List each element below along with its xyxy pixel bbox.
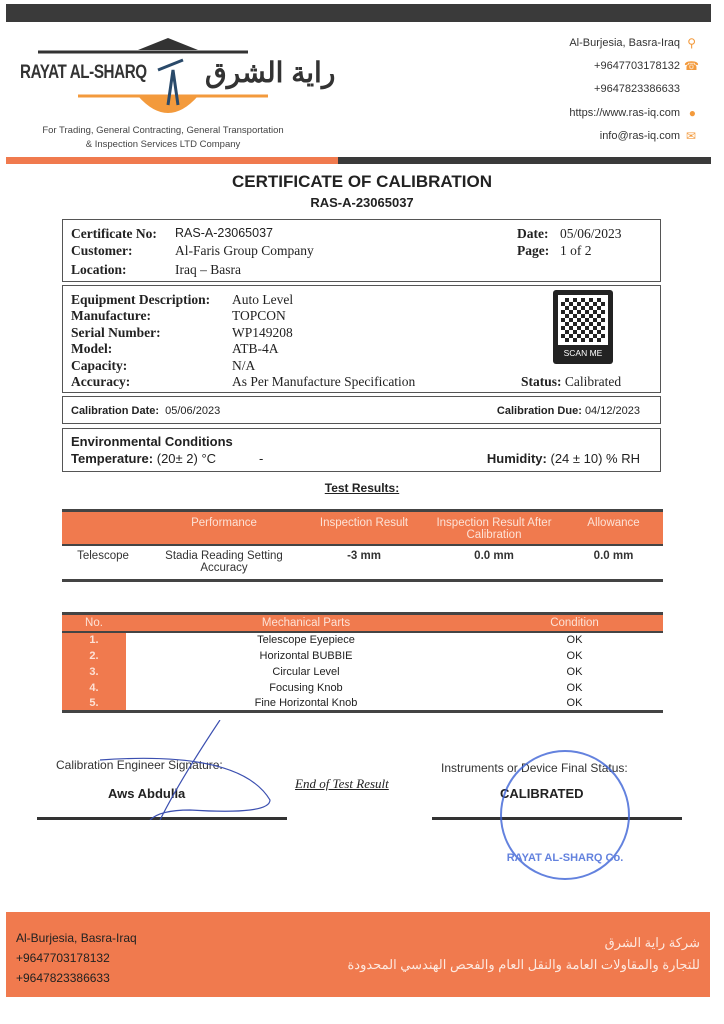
customer-value: Al-Faris Group Company	[175, 243, 314, 258]
part-cell: Circular Level	[272, 665, 340, 678]
brand-name-arabic: راية الشرق	[205, 57, 336, 88]
humidity-label: Humidity:	[486, 451, 547, 466]
engineer-name: Aws Abdulla	[108, 786, 186, 801]
condition-cell: OK	[566, 681, 583, 694]
stamp-text: RAYAT AL-SHARQ Co.	[506, 852, 624, 864]
header-allowance: Allowance	[564, 511, 663, 545]
engineer-signature-label: Calibration Engineer Signature:	[56, 758, 223, 772]
header-mechanical-parts: Mechanical Parts	[126, 614, 486, 632]
inspection-cell: -3 mm	[347, 549, 381, 562]
model-value: ATB-4A	[232, 341, 279, 356]
phone-icon: ☎	[684, 59, 699, 74]
performance-cell: Stadia Reading Setting Accuracy	[165, 549, 283, 574]
signature-scribble	[40, 720, 290, 820]
calibration-due-value: 04/12/2023	[584, 405, 640, 417]
cert-no-value: RAS-A-23065037	[175, 226, 273, 240]
date-label: Date:	[517, 226, 549, 241]
condition-cell: OK	[566, 665, 583, 678]
location-pin-icon: ⚲	[687, 36, 696, 51]
page-title: CERTIFICATE OF CALIBRATION	[231, 172, 492, 191]
header-performance: Performance	[144, 511, 304, 545]
calibration-dates-box	[62, 396, 661, 424]
after-calibration-cell: 0.0 mm	[474, 549, 514, 562]
table-header-row	[62, 511, 663, 545]
manufacture-label: Manufacture:	[71, 308, 151, 323]
calibration-due-label: Calibration Due:	[496, 405, 582, 417]
row-number: 4.	[62, 680, 126, 696]
row-number: 1.	[62, 632, 126, 648]
tagline-line-1: For Trading, General Contracting, General Transportation	[42, 125, 284, 136]
company-stamp	[500, 750, 630, 880]
part-cell: Telescope Eyepiece	[257, 634, 355, 646]
scan-me-label: SCAN ME	[563, 348, 603, 358]
environment-title: Environmental Conditions	[71, 434, 233, 449]
humidity-value: (24 ± 10) % RH	[550, 451, 640, 466]
test-results-title: Test Results:	[324, 481, 400, 495]
header-no: No.	[62, 614, 126, 632]
header-email[interactable]	[600, 130, 696, 142]
top-bar	[6, 4, 711, 22]
allowance-cell: 0.0 mm	[593, 549, 634, 562]
equipment-desc-value: Auto Level	[232, 292, 294, 307]
footer-address: Al-Burjesia, Basra-Iraq	[16, 931, 137, 945]
condition-cell: OK	[566, 634, 583, 646]
temperature-label: Temperature:	[71, 451, 154, 466]
table-row	[62, 632, 663, 648]
accuracy-label: Accuracy:	[71, 374, 131, 389]
footer-company-arabic: شركة راية الشرق	[604, 935, 700, 950]
header-after-calibration: Inspection Result After Calibration	[424, 511, 564, 545]
table-header-row	[62, 614, 663, 632]
divider-orange	[6, 157, 338, 164]
table-row	[62, 648, 663, 664]
location-value: Iraq – Basra	[175, 262, 241, 277]
final-status-label: Instruments or Device Final Status:	[441, 761, 628, 775]
date-value: 05/06/2023	[560, 226, 622, 241]
address-text: Al-Burjesia, Basra-Iraq	[569, 37, 680, 49]
manufacture-value: TOPCON	[232, 308, 286, 323]
table-row	[62, 696, 663, 712]
brand-name: RAYAT AL-SHARQ	[20, 62, 147, 83]
row-number: 3.	[62, 664, 126, 680]
tagline-line-2: & Inspection Services LTD Company	[85, 139, 241, 150]
accuracy-value: As Per Manufacture Specification	[232, 374, 416, 389]
envelope-icon: ✉	[685, 129, 696, 144]
footer	[6, 912, 710, 997]
phone-text: +9647823386633	[594, 83, 680, 95]
customer-label: Customer:	[71, 243, 133, 258]
header-phone-2	[594, 83, 680, 95]
row-number: 5.	[62, 696, 126, 712]
footer-phone-2: +9647823386633	[16, 971, 110, 985]
certificate-info-box	[62, 219, 661, 282]
environment-box	[62, 428, 661, 472]
condition-cell: OK	[566, 649, 583, 662]
tagline	[18, 124, 308, 152]
cert-no-label: Certificate No:	[71, 226, 157, 241]
final-status-value: CALIBRATED	[500, 786, 584, 801]
status-label: Status:	[521, 374, 562, 389]
table-row	[62, 545, 663, 581]
header-website[interactable]	[569, 107, 696, 119]
calibration-date-label: Calibration Date:	[71, 405, 160, 417]
capacity-value: N/A	[232, 358, 256, 373]
temperature-value: (20± 2) °C	[156, 451, 217, 466]
part-cell: Fine Horizontal Knob	[254, 696, 358, 709]
serial-value: WP149208	[232, 325, 293, 340]
separator-dash: -	[259, 451, 264, 466]
equipment-box	[62, 285, 661, 393]
part-cell: Focusing Knob	[269, 681, 343, 694]
part-cell: Horizontal BUBBIE	[259, 649, 353, 662]
model-label: Model:	[71, 341, 113, 356]
serial-label: Serial Number:	[71, 325, 161, 340]
page-value: 1 of 2	[560, 243, 592, 258]
performance-table	[62, 509, 663, 582]
location-label: Location:	[71, 262, 127, 277]
header-inspection-result: Inspection Result	[304, 511, 424, 545]
row-number: 2.	[62, 648, 126, 664]
globe-icon: ●	[688, 106, 696, 121]
condition-cell: OK	[566, 696, 583, 709]
mechanical-parts-table	[62, 612, 663, 713]
capacity-label: Capacity:	[71, 358, 128, 373]
page-label: Page:	[517, 243, 550, 258]
qr-code[interactable]	[553, 290, 613, 364]
header-address	[569, 37, 696, 49]
footer-description-arabic: للتجارة والمقاولات العامة والنقل العام والفحص الهندسي المحدودة	[347, 957, 700, 972]
equipment-desc-label: Equipment Description:	[71, 292, 211, 307]
table-row	[62, 680, 663, 696]
header-condition: Condition	[486, 614, 663, 632]
status-value: Calibrated	[564, 374, 622, 389]
table-row	[62, 664, 663, 680]
calibration-date-value: 05/06/2023	[165, 405, 221, 417]
website-link[interactable]: https://www.ras-iq.com	[569, 107, 680, 119]
email-link[interactable]: info@ras-iq.com	[599, 130, 680, 142]
certificate-code: RAS-A-23065037	[310, 195, 414, 210]
divider-dark	[338, 157, 711, 164]
end-of-test-result: End of Test Result	[295, 776, 389, 791]
item-cell: Telescope	[77, 549, 129, 562]
footer-phone-1: +9647703178132	[16, 951, 110, 965]
header-phone-1	[594, 59, 699, 74]
phone-text: +9647703178132	[594, 60, 680, 72]
